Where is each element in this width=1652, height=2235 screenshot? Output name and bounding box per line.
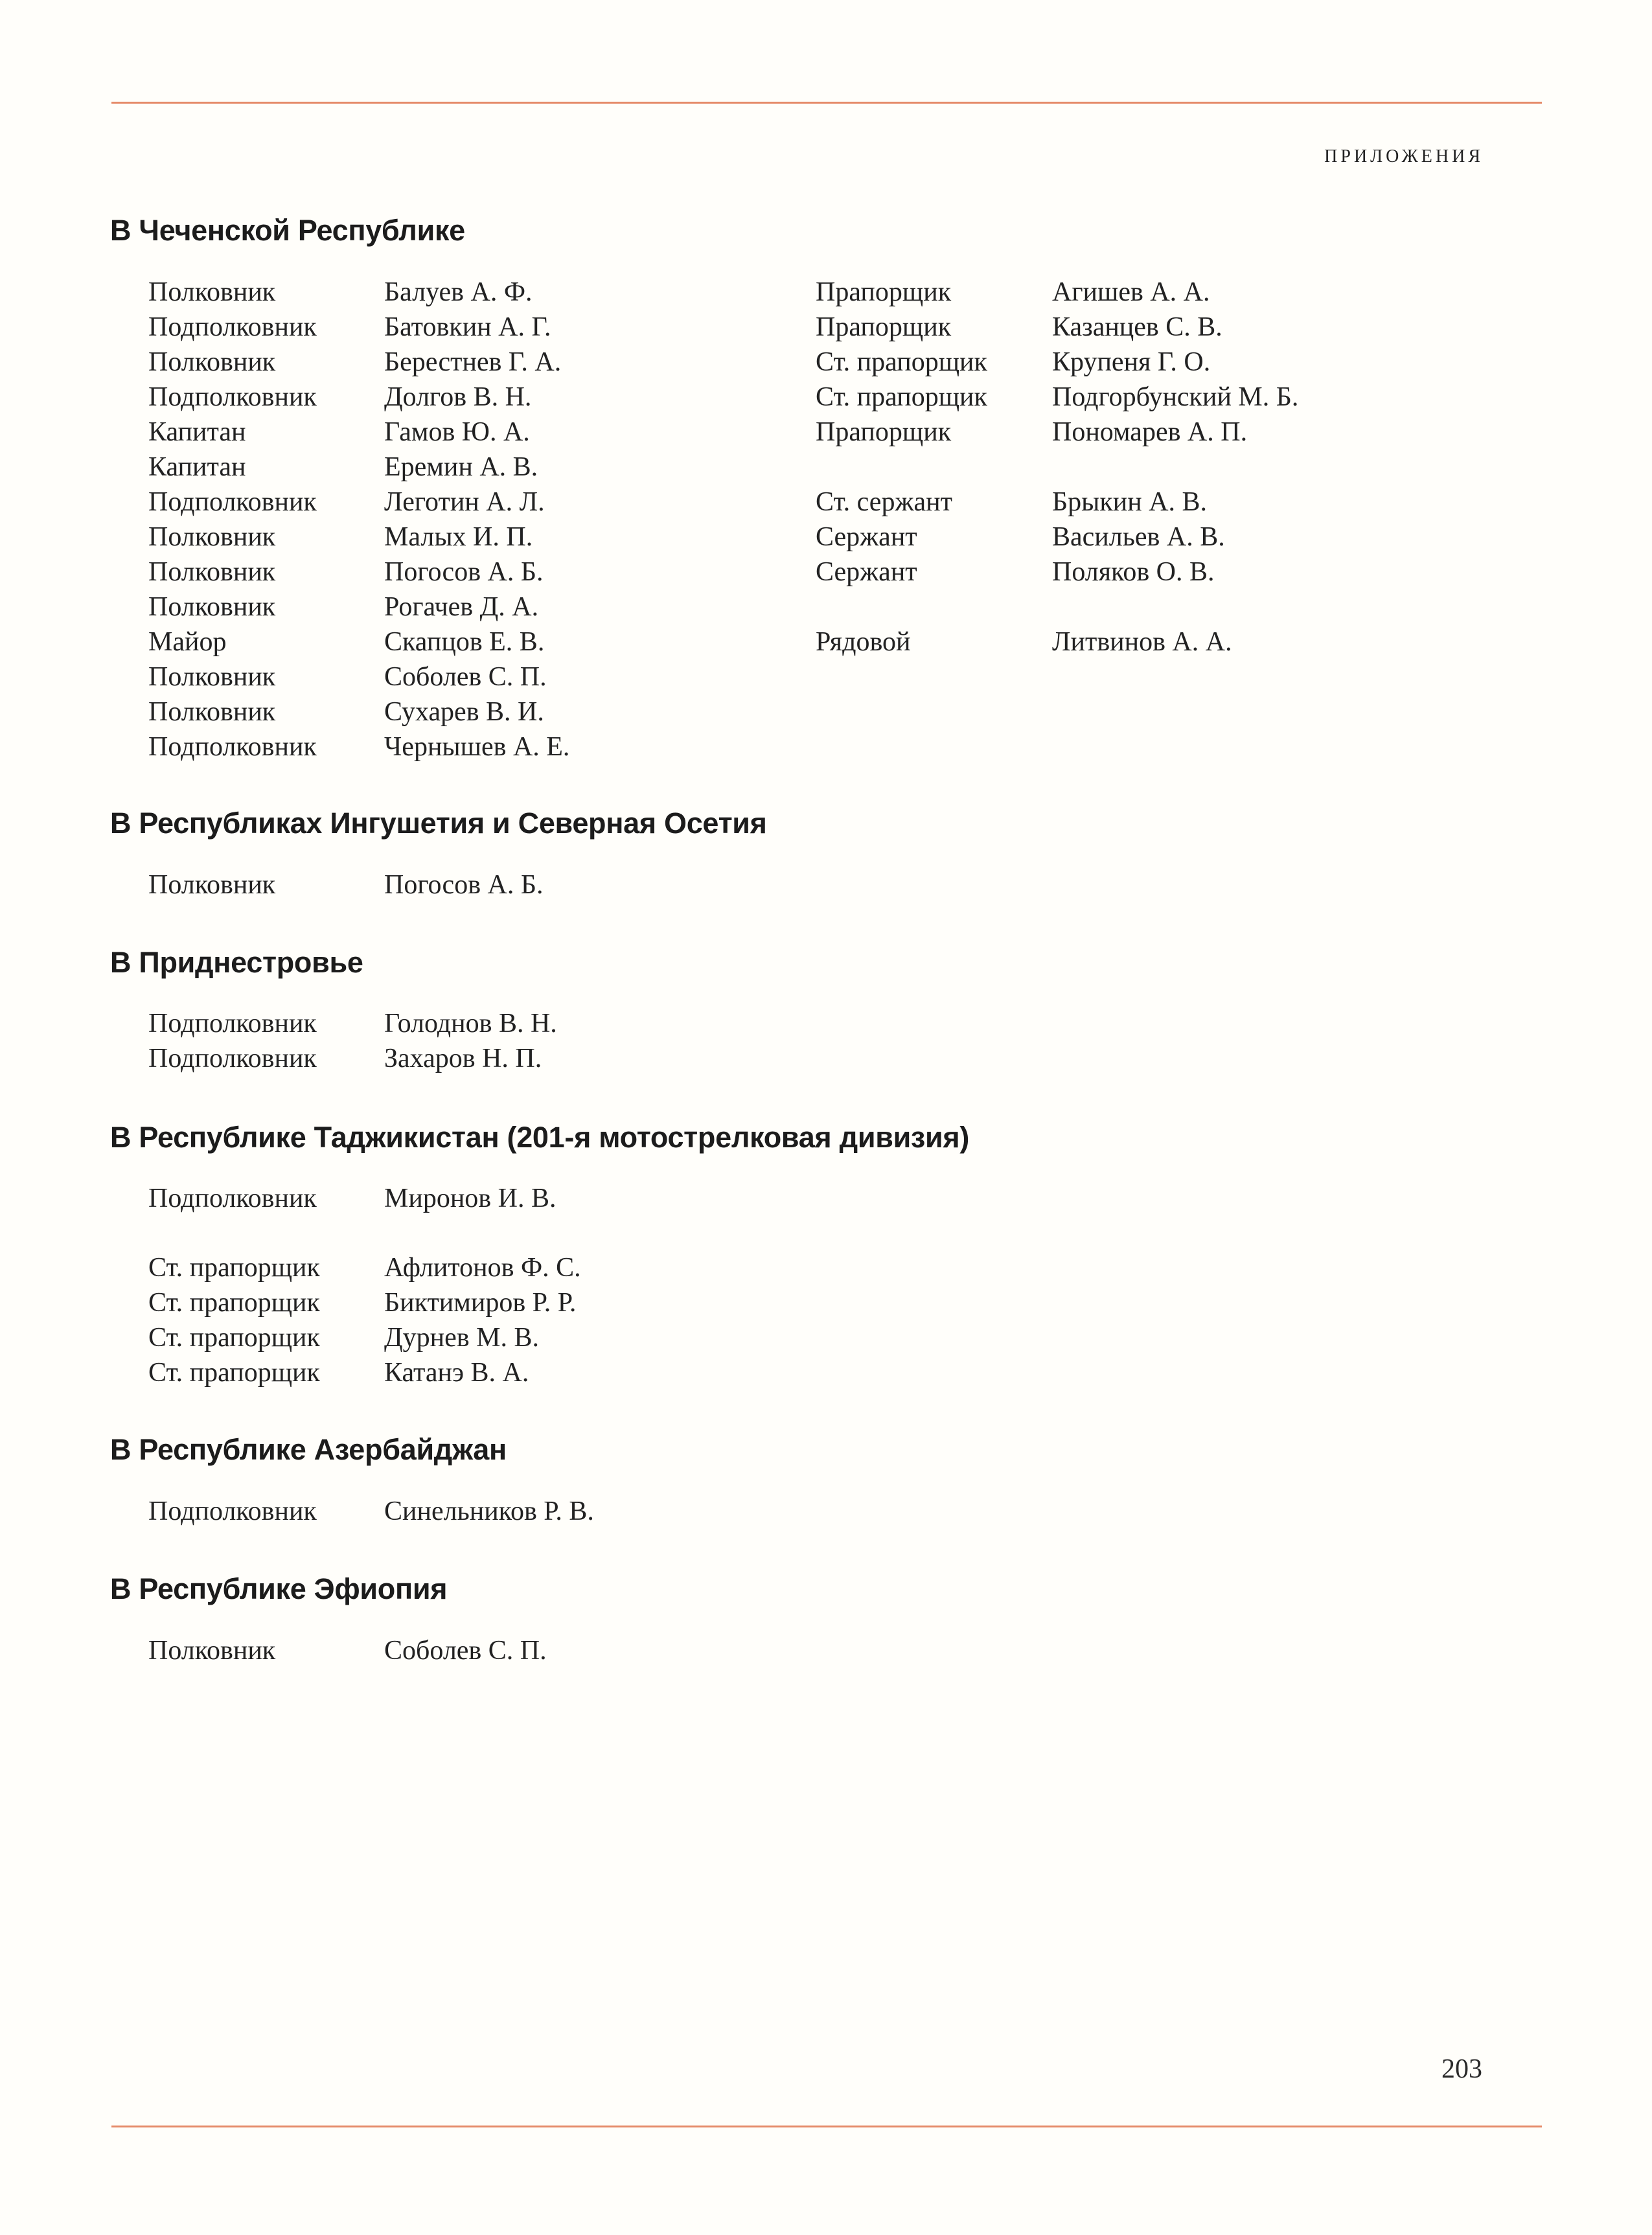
rank: Подполковник — [148, 1044, 317, 1073]
person-name: Долгов В. Н. — [384, 382, 532, 412]
rank: Капитан — [148, 417, 246, 447]
rank: Ст. прапорщик — [816, 382, 987, 412]
rank: Ст. сержант — [816, 487, 952, 517]
person-name: Крупеня Г. О. — [1052, 347, 1211, 377]
person-name: Синельников Р. В. — [384, 1496, 594, 1526]
person-name: Соболев С. П. — [384, 1636, 547, 1666]
person-name: Пономарев А. П. — [1052, 417, 1248, 447]
person-name: Сухарев В. И. — [384, 697, 544, 727]
rank: Ст. прапорщик — [148, 1253, 320, 1283]
person-name: Афлитонов Ф. С. — [384, 1253, 581, 1283]
person-name: Поляков О. В. — [1052, 557, 1215, 587]
rank: Майор — [148, 627, 227, 657]
rank: Полковник — [148, 277, 276, 307]
rank: Подполковник — [148, 487, 317, 517]
rank: Подполковник — [148, 732, 317, 762]
person-name: Берестнев Г. А. — [384, 347, 562, 377]
person-name: Балуев А. Ф. — [384, 277, 533, 307]
rank: Ст. прапорщик — [148, 1288, 320, 1318]
section-heading: В Республиках Ингушетия и Северная Осетия — [110, 807, 767, 840]
rank: Полковник — [148, 347, 276, 377]
person-name: Малых И. П. — [384, 522, 533, 552]
rank: Ст. прапорщик — [148, 1323, 320, 1353]
section-heading: В Приднестровье — [110, 946, 363, 979]
rank: Полковник — [148, 662, 276, 692]
rank: Ст. прапорщик — [816, 347, 987, 377]
person-name: Казанцев С. В. — [1052, 312, 1222, 342]
rank: Полковник — [148, 592, 276, 622]
person-name: Биктимиров Р. Р. — [384, 1288, 577, 1318]
rank: Подполковник — [148, 1184, 317, 1213]
running-header: ПРИЛОЖЕНИЯ — [1324, 146, 1484, 166]
person-name: Гамов Ю. А. — [384, 417, 530, 447]
person-name: Погосов А. Б. — [384, 870, 544, 900]
rank: Ст. прапорщик — [148, 1358, 320, 1388]
rank: Сержант — [816, 522, 917, 552]
bottom-rule — [111, 2126, 1542, 2127]
person-name: Погосов А. Б. — [384, 557, 544, 587]
rank: Рядовой — [816, 627, 911, 657]
rank: Капитан — [148, 452, 246, 482]
person-name: Леготин А. Л. — [384, 487, 545, 517]
section-heading: В Республике Азербайджан — [110, 1433, 507, 1466]
rank: Прапорщик — [816, 417, 952, 447]
rank: Полковник — [148, 522, 276, 552]
person-name: Дурнев М. В. — [384, 1323, 539, 1353]
person-name: Голоднов В. Н. — [384, 1009, 557, 1038]
person-name: Скапцов Е. В. — [384, 627, 545, 657]
rank: Полковник — [148, 870, 276, 900]
rank: Сержант — [816, 557, 917, 587]
rank: Подполковник — [148, 312, 317, 342]
rank: Подполковник — [148, 382, 317, 412]
person-name: Батовкин А. Г. — [384, 312, 551, 342]
rank: Полковник — [148, 1636, 276, 1666]
person-name: Миронов И. В. — [384, 1184, 556, 1213]
rank: Подполковник — [148, 1496, 317, 1526]
person-name: Катанэ В. А. — [384, 1358, 529, 1388]
section-heading: В Республике Эфиопия — [110, 1572, 448, 1605]
person-name: Подгорбунский М. Б. — [1052, 382, 1299, 412]
rank: Подполковник — [148, 1009, 317, 1038]
person-name: Захаров Н. П. — [384, 1044, 542, 1073]
person-name: Еремин А. В. — [384, 452, 538, 482]
person-name: Соболев С. П. — [384, 662, 547, 692]
top-rule — [111, 102, 1542, 104]
person-name: Агишев А. А. — [1052, 277, 1210, 307]
person-name: Рогачев Д. А. — [384, 592, 539, 622]
page-number: 203 — [1441, 2054, 1482, 2084]
person-name: Чернышев А. Е. — [384, 732, 570, 762]
section-heading: В Республике Таджикистан (201-я мотострелковая дивизия) — [110, 1121, 970, 1154]
section-heading: В Чеченской Республике — [110, 214, 465, 247]
rank: Полковник — [148, 697, 276, 727]
rank: Прапорщик — [816, 312, 952, 342]
rank: Полковник — [148, 557, 276, 587]
person-name: Брыкин А. В. — [1052, 487, 1208, 517]
person-name: Васильев А. В. — [1052, 522, 1225, 552]
rank: Прапорщик — [816, 277, 952, 307]
person-name: Литвинов А. А. — [1052, 627, 1232, 657]
